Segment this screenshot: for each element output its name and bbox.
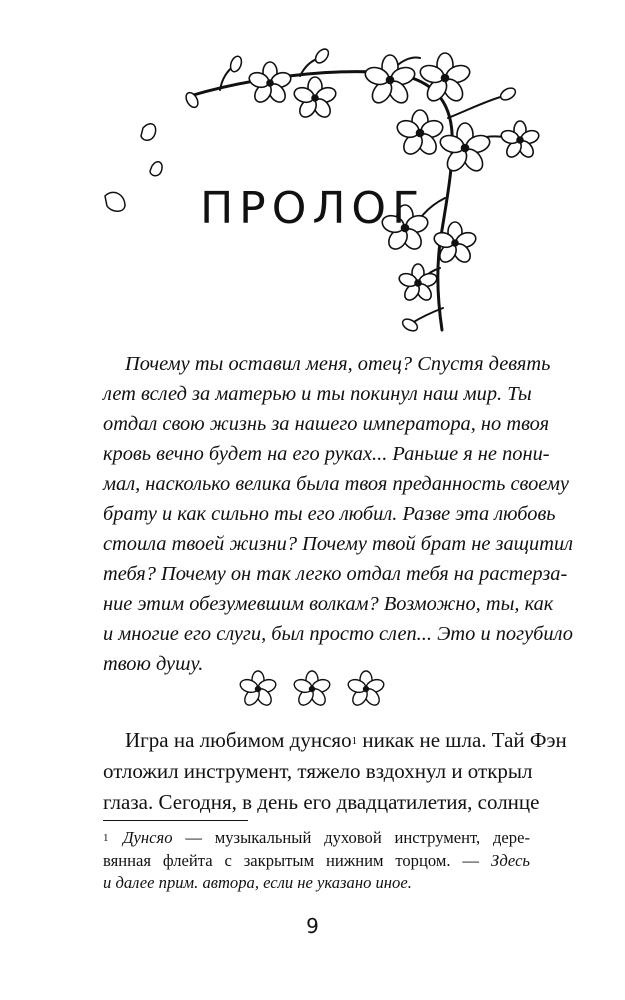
body-line: отложил инструмент, тяжело вздохнул и открыл [103, 759, 533, 783]
epigraph-line: брату и как сильно ты его любил. Разве эта любовь [103, 503, 556, 525]
blossom-divider-ornament [230, 668, 395, 710]
body-line-1-end: никак не шла. Тай Фэн [357, 728, 567, 752]
epigraph-line: стоила твоей жизни? Почему твой брат не защитил [103, 533, 574, 555]
epigraph-line: кровь вечно будет на его руках... Раньше я не пони- [103, 443, 550, 465]
footnote-line [103, 827, 530, 850]
body-text [103, 725, 567, 818]
footnote-term: Дунсяо [123, 828, 173, 847]
footnote-reference[interactable]: 1 [351, 735, 358, 747]
epigraph-line: Почему ты оставил меня, отец? Спустя девять [125, 353, 551, 375]
epigraph-line: мал, насколько велика была твоя преданность своему [103, 473, 569, 495]
epigraph-line: лет вслед за матерью и ты покинул наш мир. Ты [103, 383, 532, 405]
footnote-number: 1 [103, 832, 109, 844]
footnote [103, 827, 530, 895]
epigraph-line: ние этим обезумевшим волкам? Возможно, ты, как [103, 593, 554, 615]
epigraph-line: твою душу. [103, 653, 204, 675]
epigraph [103, 349, 574, 679]
footnote-note-cont: и далее прим. автора, если не указано иное. [103, 873, 412, 892]
epigraph-line: отдал свою жизнь за нашего императора, но твоя [103, 413, 550, 435]
chapter-title: ПРОЛОГ [200, 183, 425, 234]
epigraph-line: и многие его слуги, был просто слеп... Это и погубило [103, 623, 573, 645]
footnote-line [103, 872, 530, 895]
footnote-separator [103, 820, 248, 821]
footnote-note: Здесь [490, 850, 530, 870]
footnote-definition: — музыкальный духовой инструмент, дере- [172, 828, 530, 847]
footnote-line [103, 850, 530, 873]
page-number: 9 [306, 914, 319, 938]
body-line-1-start: Игра на любимом дунсяо [125, 728, 352, 752]
body-line: глаза. Сегодня, в день его двадцатилетия, солнце [103, 790, 540, 814]
body-line [103, 725, 567, 756]
epigraph-line: тебя? Почему он так легко отдал тебя на растерза- [103, 563, 568, 585]
footnote-definition-cont: вянная флейта с закрытым нижним торцом. — [103, 850, 491, 870]
